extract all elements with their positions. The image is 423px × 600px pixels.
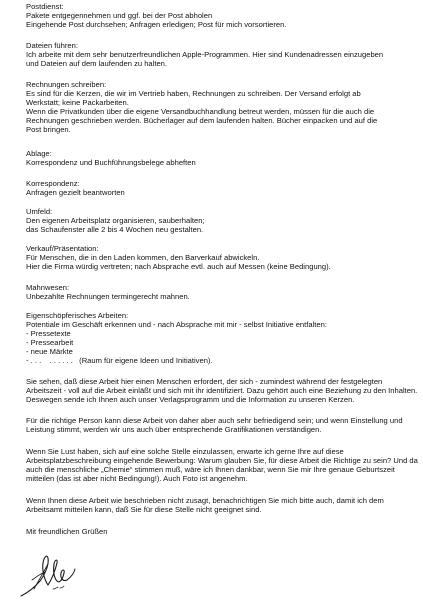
section-heading: Rechnungen schreiben: [26, 80, 107, 89]
list-item: - Pressearbeit [26, 337, 74, 347]
section-line: Unbezahlte Rechnungen termingerecht mahnen. [26, 291, 190, 301]
section-korrespondenz [26, 180, 418, 198]
section-line: Werkstatt; keine Packarbeiten. [26, 97, 129, 107]
list-item: - neue Märkte [26, 346, 73, 356]
section-heading: Mahnwesen: [26, 283, 70, 292]
body-paragraph: Sie sehen, daß diese Arbeit hier einen Menschen erfordert, der sich - zumindest während der festgelegten Arbeitszeit - voll auf die Arbeit einläßt und sich mit ihr identifiziert. Dazu gehört auch eine Beziehung zu den Inhalten. Deswegen sende ich Ihnen auch unser Verlagsprogramm und die Information zu unseren Kerzen. [26, 377, 418, 404]
section-line: Potentiale im Geschäft erkennen und - nach Absprache mit mir - selbst Initiative entfalten: [26, 319, 327, 329]
section-heading: Verkauf/Präsentation: [26, 244, 99, 253]
list-item: - Pressetexte [26, 328, 71, 338]
section-line: Es sind für die Kerzen, die wir im Vertrieb haben, Rechnungen zu schreiben. Der Versand erfolgt ab [26, 88, 361, 98]
section-line: Für Menschen, die in den Laden kommen, den Barverkauf abwickeln. [26, 252, 260, 262]
section-dateien [26, 42, 418, 69]
section-heading: Korrespondenz: [26, 179, 80, 188]
section-heading: Eigenschöpferisches Arbeiten: [26, 311, 129, 320]
paragraph-rejection [26, 497, 418, 515]
paragraph-gratification [26, 417, 418, 435]
body-paragraph: Für die richtige Person kann diese Arbeit von daher aber auch sehr befriedigend sein; und wenn Einstellung und Leistung stimmt, werden wir uns auch über entsprechende Gratifikationen verständigen. [26, 416, 403, 434]
section-line: Ich arbeite mit dem sehr benutzerfreundlichen Apple-Programmen. Hier sind Kundenadressen einzugeben [26, 49, 384, 59]
closing-block [26, 528, 418, 537]
section-eigenschoepferisch [26, 312, 418, 365]
section-line: und Dateien auf dem laufenden zu halten. [26, 58, 168, 68]
section-line: Pakete entgegennehmen und ggf. bei der Post abholen [26, 10, 213, 20]
handwritten-signature [18, 549, 113, 599]
closing-greeting: Mit freundlichen Grüßen [26, 527, 108, 536]
section-line: Hier die Firma würdig vertreten; nach Absprache evtl. auch auf Messen (keine Bedingung). [26, 261, 331, 271]
section-line: Den eigenen Arbeitsplatz organisieren, sauberhalten; [26, 215, 205, 225]
paragraph-application [26, 448, 418, 484]
section-line: Rechnungen geschrieben werden. Bücherlager auf dem laufenden halten. Bücher einpacken und auf die [26, 115, 378, 125]
section-heading: Umfeld: [26, 207, 53, 216]
section-line: Korrespondenz und Buchführungsbelege abheften [26, 157, 196, 167]
section-mahnwesen [26, 284, 418, 302]
body-paragraph: Wenn Sie Lust haben, sich auf eine solche Stelle einzulassen, erwarte ich gerne Ihre auf diese Arbeitsplatzbeschreibung eingehende Bewerbung: Warum glauben Sie, für diese Arbeit die Richtige zu sein? Und da auch die menschliche „Chemie“ stimmen muß, wäre ich Ihnen dankbar, wenn Sie mir Ihre genaue Geburtszeit mitteilen (das ist aber nicht Bedingung!). Auch Foto ist angenehm. [26, 447, 418, 483]
section-postdienst [26, 3, 418, 30]
section-heading: Ablage: [26, 149, 52, 158]
section-rechnungen [26, 81, 418, 134]
section-line: das Schaufenster alle 2 bis 4 Wochen neu gestalten. [26, 224, 204, 234]
paragraph-requirements [26, 378, 418, 405]
section-line: Anfragen gezielt beantworten [26, 187, 125, 197]
section-line: Eingehende Post durchsehen; Anfragen erledigen; Post für mich vorsortieren. [26, 19, 287, 29]
section-heading: Dateien führen: [26, 41, 78, 50]
section-ablage [26, 150, 418, 168]
list-item: - . . . . . . . . . (Raum für eigene Ideen und Initiativen). [26, 355, 213, 365]
section-line: Post bringen. [26, 124, 71, 134]
section-heading: Postdienst: [26, 2, 64, 11]
body-paragraph: Wenn Ihnen diese Arbeit wie beschrieben nicht zusagt, benachrichtigen Sie mich bitte auch, damit ich dem Arbeitsamt mitteilen kann, daß Sie für diese Stelle nicht geeignet sind. [26, 496, 384, 514]
section-verkauf [26, 245, 418, 272]
section-umfeld [26, 208, 418, 235]
section-line: Wenn die Privatkunden über die eigene Versandbuchhandlung betreut werden, müssen für die auch die [26, 106, 375, 116]
